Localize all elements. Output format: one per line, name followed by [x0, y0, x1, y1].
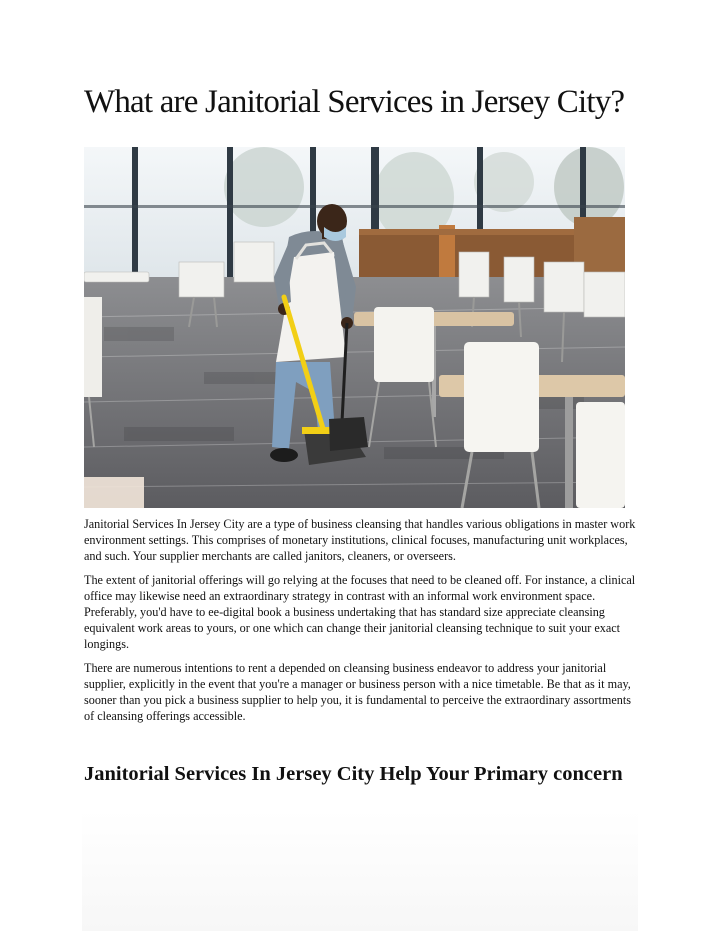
paragraph: There are numerous intentions to rent a depended on cleansing business endeavor to address your janitorial supplier, explicitly in the event that you're a manager or business person with a nice timetable. Be that as it may, sooner than you pick a business supplier to help you, it is fundamental to perceive the extraordinary assortments of cleansing offerings accessible. — [84, 660, 631, 724]
page-title: What are Janitorial Services in Jersey City? — [84, 84, 625, 120]
janitor-sweeping-photo — [84, 147, 625, 508]
article-body — [84, 516, 636, 731]
page-footer-area — [82, 810, 638, 931]
section-heading: Janitorial Services In Jersey City Help Your Primary concern — [84, 763, 623, 785]
paragraph: Janitorial Services In Jersey City are a type of business cleansing that handles various obligations in master work environment settings. This comprises of monetary institutions, clinical focuses, manufacturing unit workplaces, and such. Your supplier merchants are called janitors, cleaners, or overseers. — [84, 517, 636, 564]
paragraph: The extent of janitorial offerings will go relying at the focuses that need to be cleaned off. For instance, a clinical office may likewise need an extraordinary strategy in contrast with an informal work environment space. Preferably, you'd have to ee-digital book a business undertaking that has standard size appreciate cleansing equivalent work areas to yours, or one which can change their janitorial cleansing technique to suit your exact longings. — [84, 572, 636, 652]
